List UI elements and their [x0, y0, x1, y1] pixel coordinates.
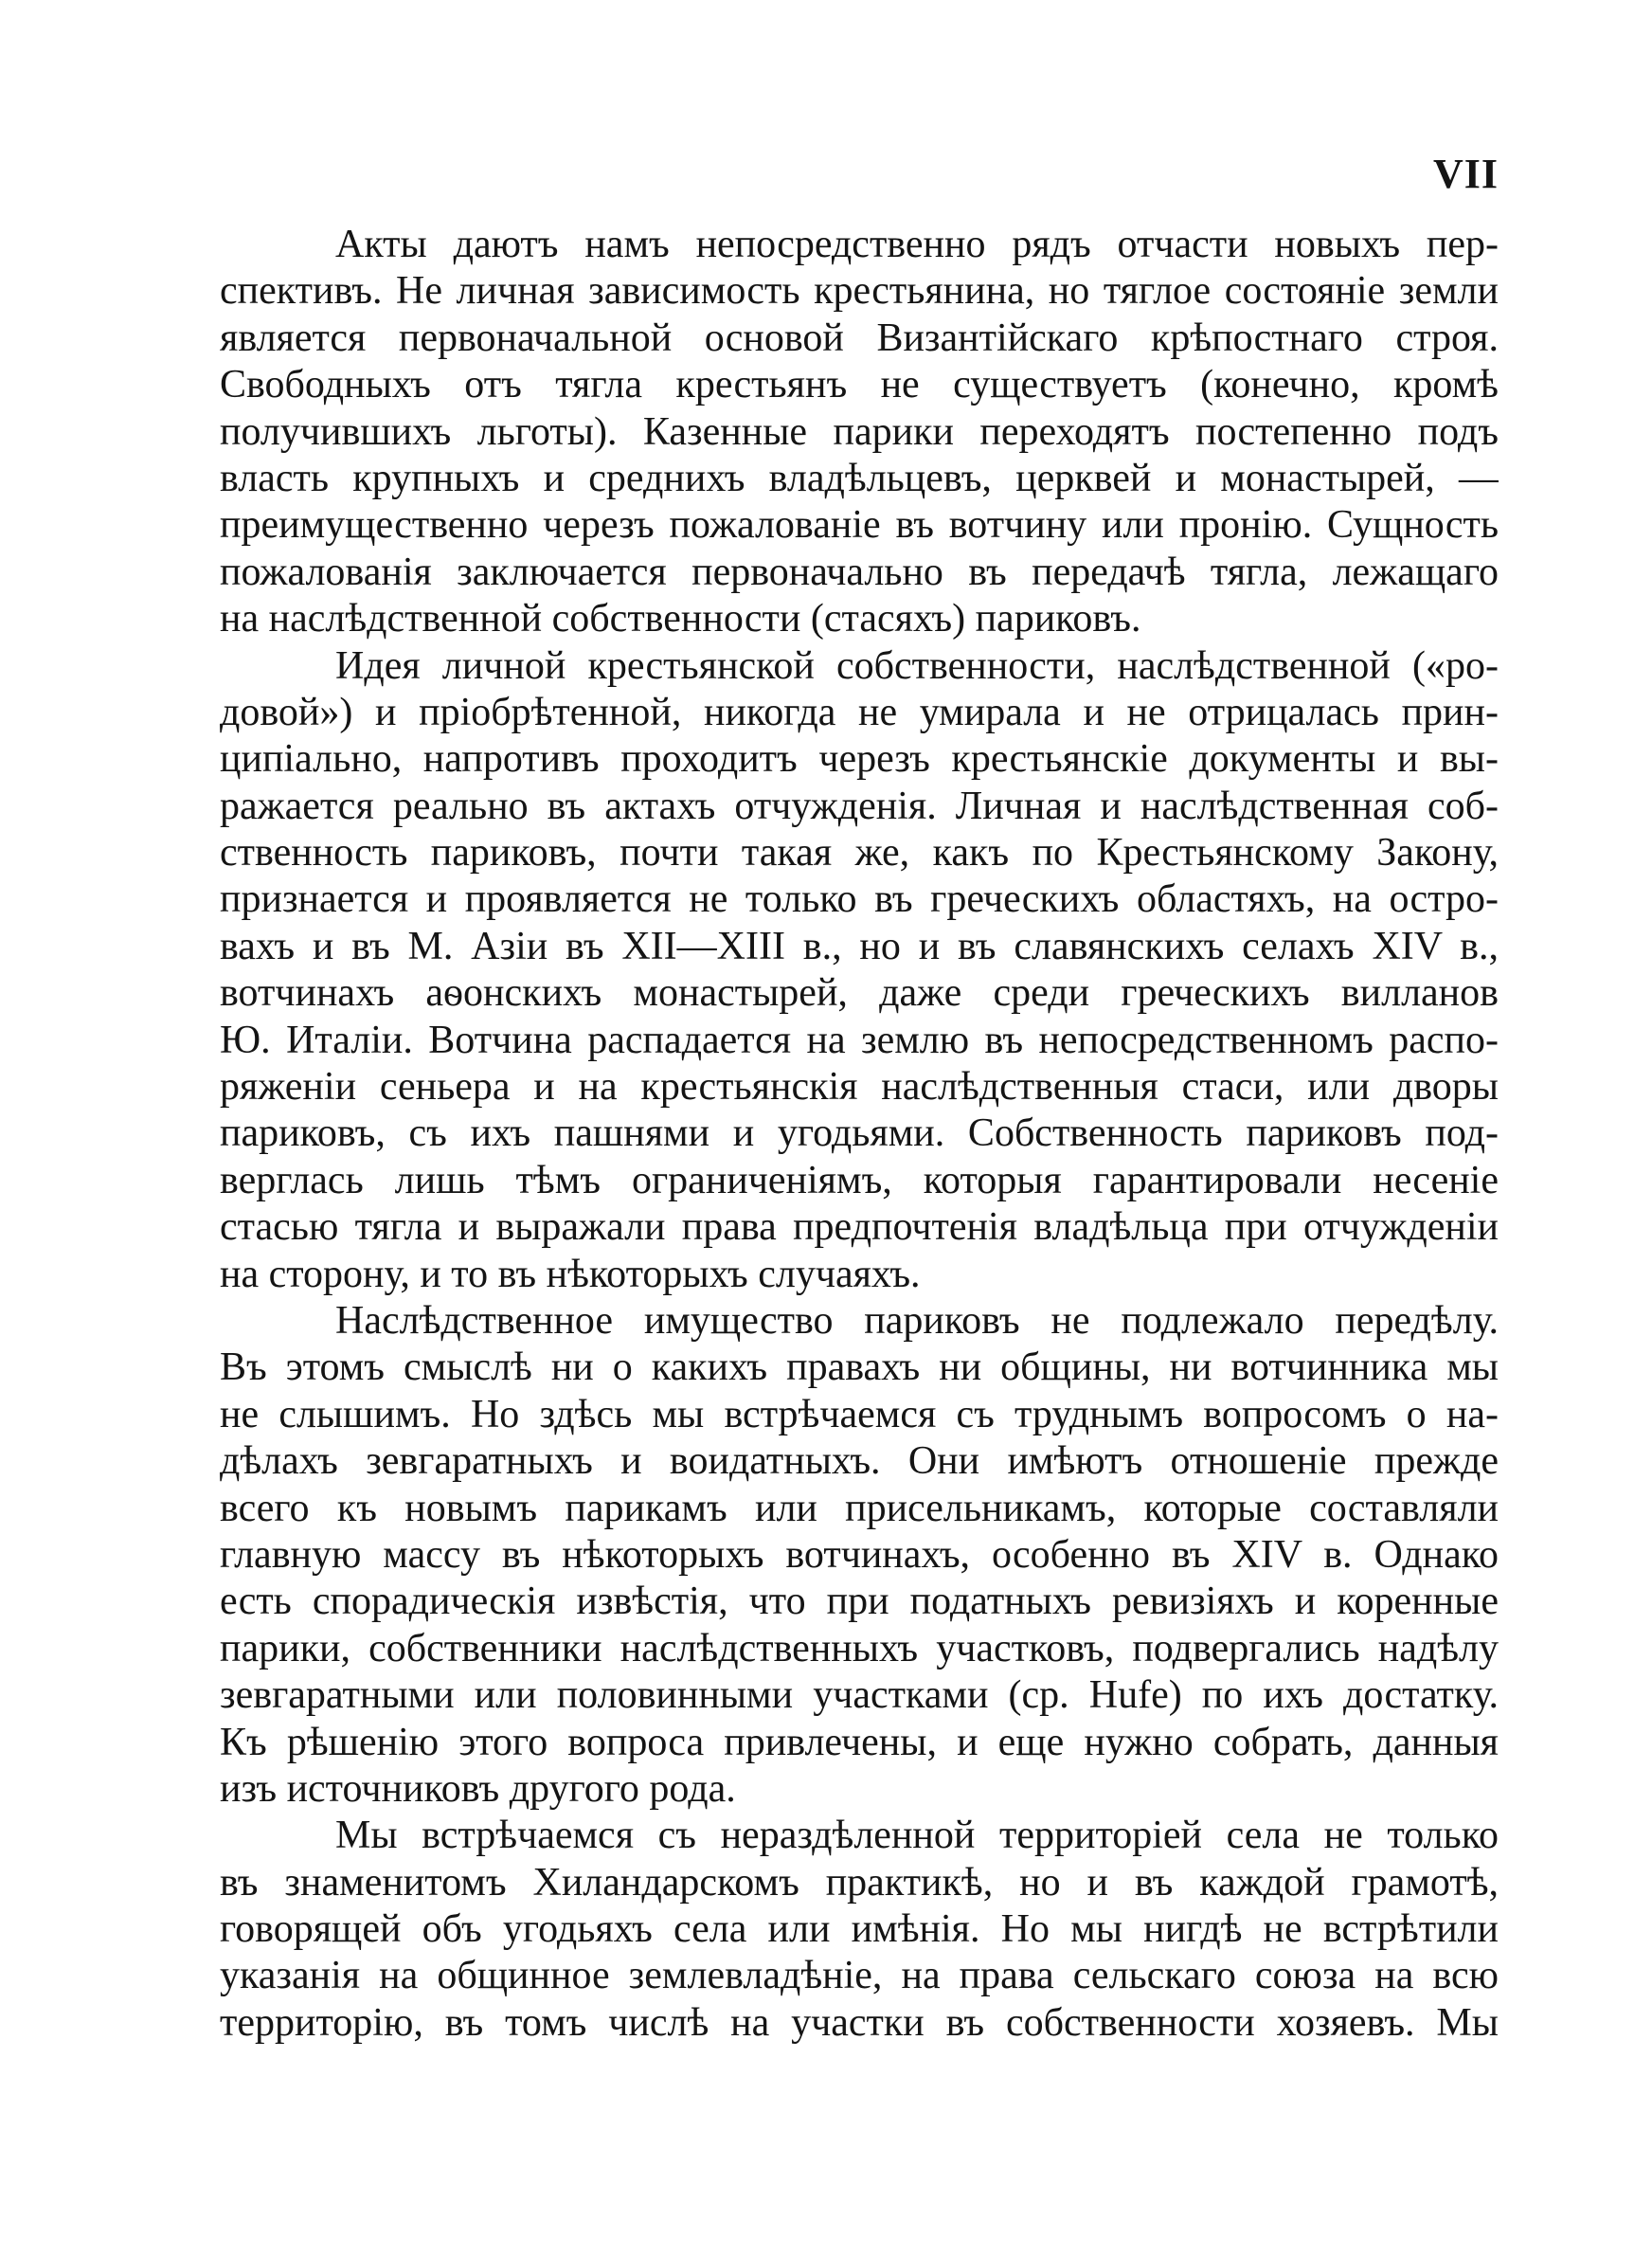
- text-line: главную массу въ нѣкоторыхъ вотчинахъ, особенно въ XIV в. Однако: [220, 1532, 1499, 1577]
- text-line: говорящей объ угодьяхъ села или имѣнія. Но мы нигдѣ не встрѣтили: [220, 1907, 1499, 1952]
- paragraph-1: [220, 222, 1499, 643]
- paragraph-3: [220, 1298, 1499, 1813]
- text-line: на сторону, и то въ нѣкоторыхъ случаяхъ.: [220, 1252, 921, 1296]
- text-line: Къ рѣшенію этого вопроса привлечены, и еще нужно собрать, данныя: [220, 1720, 1499, 1764]
- text-line: зевгаратными или половинными участками (ср. Hufe) по ихъ достатку.: [220, 1673, 1499, 1718]
- text-line: изъ источниковъ другого рода.: [220, 1766, 736, 1811]
- text-line: не слышимъ. Но здѣсь мы встрѣчаемся съ труднымъ вопросомъ о на-: [220, 1392, 1499, 1436]
- text-line: париковъ, съ ихъ пашнями и угодьями. Собственность париковъ под-: [220, 1111, 1499, 1156]
- text-line: пожалованія заключается первоначально въ передачѣ тягла, лежащаго: [220, 550, 1499, 594]
- text-line: ряженіи сеньера и на крестьянскія наслѣдственныя стаси, или дворы: [220, 1065, 1499, 1110]
- text-line: спективъ. Не личная зависимость крестьянина, но тяглое состояніе земли: [220, 269, 1499, 314]
- text-line: Мы встрѣчаемся съ нераздѣленной территоріей села не только: [335, 1814, 1499, 1858]
- text-line: Ю. Италіи. Вотчина распадается на землю въ непосредственномъ распо-: [220, 1018, 1499, 1062]
- text-line: Свободныхъ отъ тягла крестьянъ не существуетъ (конечно, кромѣ: [220, 363, 1499, 407]
- text-line: ственность париковъ, почти такая же, какъ по Крестьянскому Закону,: [220, 831, 1499, 876]
- paragraph-4: [220, 1813, 1499, 2047]
- page-number: VII: [1432, 151, 1499, 197]
- text-line: на наслѣдственной собственности (стасяхъ) париковъ.: [220, 597, 1141, 641]
- text-line: есть спорадическія извѣстія, что при податныхъ ревизіяхъ и коренные: [220, 1580, 1499, 1624]
- text-line: признается и проявляется не только въ греческихъ областяхъ, на остро-: [220, 877, 1499, 922]
- text-line: Акты даютъ намъ непосредственно рядъ отчасти новыхъ пер-: [335, 223, 1499, 266]
- paragraph-2: [220, 643, 1499, 1298]
- text-line: получившихъ льготы). Казенные парики переходятъ постепенно подъ: [220, 409, 1499, 454]
- text-line: ражается реально въ актахъ отчужденія. Личная и наслѣдственная соб-: [220, 784, 1499, 828]
- text-line: Въ этомъ смыслѣ ни о какихъ правахъ ни общины, ни вотчинника мы: [220, 1345, 1499, 1390]
- text-line: Наслѣдственное имущество париковъ не подлежало передѣлу.: [335, 1298, 1499, 1343]
- text-line: дѣлахъ зевгаратныхъ и воидатныхъ. Они имѣютъ отношеніе прежде: [220, 1439, 1499, 1484]
- text-line: ципіально, напротивъ проходитъ черезъ крестьянскіе документы и вы-: [220, 737, 1499, 782]
- text-line: власть крупныхъ и среднихъ владѣльцевъ, церквей и монастырей, —: [220, 456, 1499, 500]
- text-line: территорію, въ томъ числѣ на участки въ собственности хозяевъ. Мы: [220, 2000, 1499, 2045]
- text-line: вотчинахъ аѳонскихъ монастырей, даже среди греческихъ вилланов: [220, 971, 1499, 1016]
- text-line: является первоначальной основой Византійскаго крѣпостнаго строя.: [220, 316, 1499, 360]
- text-line: указанія на общинное землевладѣніе, на права сельскаго союза на всю: [220, 1954, 1499, 1998]
- text-line: вахъ и въ М. Азіи въ XII—XIII в., но и въ славянскихъ селахъ XIV в.,: [220, 924, 1499, 968]
- text-line: стасью тягла и выражали права предпочтенія владѣльца при отчужденіи: [220, 1205, 1499, 1250]
- text-line: въ знаменитомъ Хиландарскомъ практикѣ, но и въ каждой грамотѣ,: [220, 1860, 1499, 1905]
- text-line: всего къ новымъ парикамъ или присельникамъ, которые составляли: [220, 1486, 1499, 1530]
- text-line: Идея личной крестьянской собственности, наслѣдственной («ро-: [335, 643, 1499, 688]
- text-line: преимущественно черезъ пожалованіе въ вотчину или пронію. Сущность: [220, 503, 1499, 548]
- text-line: парики, собственники наслѣдственныхъ участковъ, подвергались надѣлу: [220, 1626, 1499, 1670]
- text-line: верглась лишь тѣмъ ограниченіямъ, которыя гарантировали несеніе: [220, 1158, 1499, 1202]
- text-line: довой») и пріобрѣтенной, никогда не умирала и не отрицалась прин-: [220, 690, 1499, 734]
- body-text: [220, 222, 1499, 2047]
